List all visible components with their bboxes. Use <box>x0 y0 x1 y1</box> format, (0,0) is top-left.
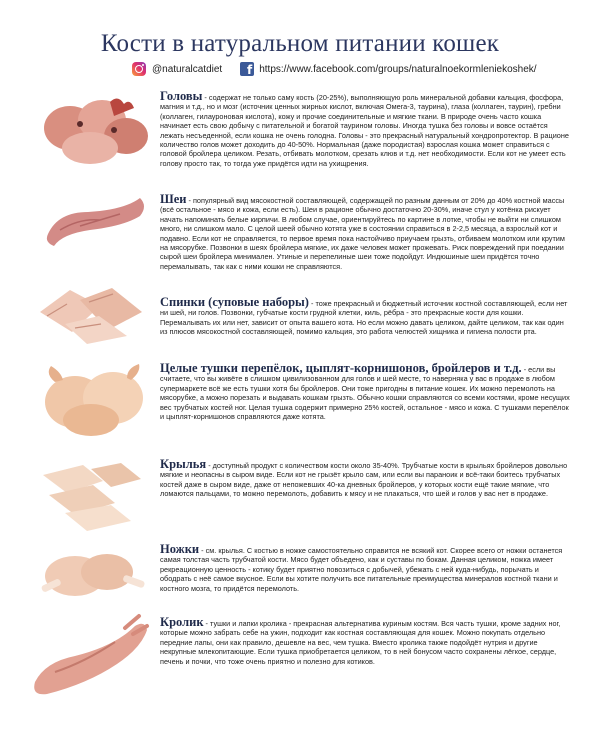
facebook-icon: f <box>240 62 254 76</box>
section-heading: Крылья <box>160 457 207 471</box>
section-text: популярный вид мясокостной составляющей, содержащей по разным данным от 20% до 40% костной массы (всё остальное - мясо и кожа, если есть). Шеи в рационе обычно достаточно 20-30%, иначе стул у котёнка рискует начать напоминать белые кирпичи. В любом случае, ориентируйтесь по картине в лотке, чтобы не выйти ни слишком много, ни слишком мало. С целой шеей обычно котята уже в состоянии справиться в 2-2,5 месяца, а взрослый кот и подавно. Если кот не справляется, то первое время пока настойчиво приучаем грызть, отбиваем молотком или крутим на мясорубке. Позвонки в шеях бройлера мягкие, их даже человек может прожевать. Риск повреждений при поедании сырой шеи бройлера минимален. Утиные и перепелиные шеи тоже подойдут. Индюшиные шеи придётся точно перемалывать, так как с ними кошки не справляются. <box>160 196 565 271</box>
section-legs: Ножки - см. крылья. С костью в ножке самостоятельно справится не всякий кот. Скорее всего от ножки останется самая толстая часть трубчатой кости. Мясо будет объедено, как и суставы по бокам. Данная целиком, ножка имеет рекреационную ценность - котику будет приятно повозиться с добычей, убежать с ней куда-нибудь, порычать и ободрать с неё самое вкусное. Если вы хотите получить все питательные преимущества минералов костной ткани и костного мозга, то придётся перемолоть. <box>160 542 563 593</box>
social-links <box>132 61 537 77</box>
chicken-legs-image <box>35 548 150 606</box>
section-text: - если вы считаете, что вы живёте в слишком цивилизованном для голов и шей месте, то наверняка у вас в продаже в любом супермаркете всё же есть тушки хотя бы бройлеров. Они тоже пригодны в питание кошек. Их можно перемолоть на мясорубке, а можно порезать и выдавать кошкам грызть. Обычно кошки справляются со всеми костями, кроме несущих вес трубчатых костей ног. Целая тушка содержит примерно 25% костей, остальное - мясо и кожа. С тушками перепёлок и цыплят-корнишонов справляются даже котята. <box>160 365 570 422</box>
instagram-icon <box>132 62 146 76</box>
chicken-backs-image <box>35 282 150 347</box>
section-heading: Головы <box>160 89 203 103</box>
section-text: см. крылья. С костью в ножке самостоятельно справится не всякий кот. Скорее всего от ножки останется самая толстая часть трубчатой кости. Мясо будет объедено, как и суставы по бокам. Данная целиком, ножка имеет рекреационную ценность - котику будет приятно повозиться с добычей, убежать с ней куда-нибудь, порычать и ободрать с неё самое вкусное. Если вы хотите получить все питательные преимущества минералов костной ткани и костного мозга, то придётся перемолоть. <box>160 546 563 593</box>
page-title: Кости в натуральном питании кошек <box>100 30 500 57</box>
section-heading: Целые тушки перепёлок, цыплят-корнишонов, бройлеров и т.д. <box>160 361 522 375</box>
section-heading: Ножки <box>160 542 200 556</box>
section-heads: Головы - содержат не только саму кость (20-25%), выполняющую роль минеральной добавки кальция, фосфора, магния и т.д., но и мозг (источник ценных жирных кислот, включая Омега-3, таурина), глаза (коллаген, таурин), гребни (коллаген, гилауроновая кислота), кожу и прочие соединительные и мягкие ткани. В природе очень часто кошка начинает есть свою добычу с питательной и богатой таурином головы. Иногда тушка без головы и вовсе остаётся лежать несъеденной, если кошка не очень голодна. Головы - это прекрасный натуральный хондропротектор. В рационе количество голов может доходить до 40-50%. Нормальная (даже породистая) взрослая кошка может справиться с головой бройлера целиком. Резать, отбивать молотком, срезать клюв и т.д. нет необходимости. Если кот не умеет есть голову просто так, то тогда уже придётся идти на ухищрения. <box>160 89 569 168</box>
section-heading: Спинки (суповые наборы) <box>160 295 309 309</box>
whole-carcasses-image <box>35 362 150 440</box>
chicken-wings-image <box>35 455 150 535</box>
section-necks: Шеи - популярный вид мясокостной составляющей, содержащей по разным данным от 20% до 40% костной массы (всё остальное - мясо и кожа, если есть). Шеи в рационе обычно достаточно 20-30%, иначе стул у котёнка рискует начать напоминать белые кирпичи. В любом случае, ориентируйтесь по картине в лотке, чтобы не выйти ни слишком много, ни слишком мало. С целой шеей обычно котята уже в состоянии справиться в 2-2,5 месяца, а взрослый кот и подавно. Если кот не справляется, то первое время пока настойчиво приучаем грызть, отбиваем молотком или крутим на мясорубке. Позвонки в шеях бройлера мягкие, их даже человек может прожевать. Риск повреждений при поедании сырой шеи бройлера минимален. Утиные и перепелиные шеи тоже подойдут. Индюшиные шеи придётся точно перемалывать, так как с ними кошки не справляются. <box>160 192 565 271</box>
chicken-heads-image <box>40 90 150 170</box>
section-heading: Шеи <box>160 192 187 206</box>
section-text: тоже прекрасный и бюджетный источник костной составляющей, если нет ни шей, ни голов. Позвонки, губчатые кости грудной клетки, киль, рёбра - это прекрасные кости для кошки. Перемалывать их или нет, зависит от опыта вашего кота. Но если можно давать целиком, дайте целиком, так как один из плюсов мясокостной составляющей, помимо кальция, это работа челюстей хищника и гигиена полости рта. <box>160 299 568 337</box>
chicken-neck-image <box>40 190 150 250</box>
instagram-handle[interactable]: @naturalcatdiet <box>152 63 223 75</box>
section-rabbit: Кролик - тушки и лапки кролика - прекрасная альтернатива куриным костям. Вся часть тушки, кроме задних ног, которые можно забрать себе на ужин, подходит как костная составляющая для кошек. Можно покупать отдельно передние лапы, они как правило, дешевле на вес, чем тушка. Вместо кролика также подойдёт нутрия и другие некрупные млекопитающие. Если тушка приобретается целиком, то в ней бонусом часто сохранены лёгкое, сердце, печень и почки, что тоже очень приятно и полезно для котиков. <box>160 615 561 666</box>
section-text: доступный продукт с количеством кости около 35-40%. Трубчатые кости в крыльях бройлеров довольно мягкие и неопасны в сыром виде. Если кот не грызёт крыло сам, или если вы параноик и всё-таки боитесь трубчатых костей даже в сыром виде, даже от непожевших 40-ка дневных бройлеров, у которых кости ещё такие мягкие, что ломаются пальцами, то можно перемолоть, добавить к мясу и не плакаться, что шей и голов у вас нет в продаже. <box>160 461 568 499</box>
section-backs: Спинки (суповые наборы) - тоже прекрасный и бюджетный источник костной составляющей, если нет ни шей, ни голов. Позвонки, губчатые кости грудной клетки, киль, рёбра - это прекрасные кости для кошки. Перемалывать их или нет, зависит от опыта вашего кота. Но если можно давать целиком, дайте целиком, так как один из плюсов мясокостной составляющей, помимо кальция, это работа челюстей хищника и гигиена полости рта. <box>160 295 568 337</box>
section-whole-carcasses <box>160 361 572 422</box>
section-heading: Кролик <box>160 615 204 629</box>
rabbit-carcass-image <box>25 612 150 702</box>
section-text: тушки и лапки кролика - прекрасная альтернатива куриным костям. Вся часть тушки, кроме задних ног, которые можно забрать себе на ужин, подходит как костная составляющая для кошек. Можно покупать отдельно передние лапы, они как правило, дешевле на вес, чем тушка. Вместо кролика также подойдёт нутрия и другие некрупные млекопитающие. Если тушка приобретается целиком, то в ней бонусом часто сохранены лёгкое, сердце, печень и почки, что тоже очень приятно и полезно для котиков. <box>160 619 561 666</box>
section-text: содержат не только саму кость (20-25%), выполняющую роль минеральной добавки кальция, фосфора, магния и т.д., но и мозг (источник ценных жирных кислот, включая Омега-3, таурина), глаза (коллаген, таурин), гребни (коллаген, гилауроновая кислота), кожу и прочие соединительные и мягкие ткани. В природе очень часто кошка начинает есть свою добычу с питательной и богатой таурином головы. Иногда тушка без головы и вовсе остаётся лежать несъеденной, если кошка не очень голодна. Головы - это прекрасный натуральный хондропротектор. В рационе количество голов может доходить до 40-50%. Нормальная (даже породистая) взрослая кошка может справиться с головой бройлера целиком. Резать, отбивать молотком, срезать клюв и т.д. нет необходимости. Если кот не умеет есть голову просто так, то тогда уже придётся идти на ухищрения. <box>160 93 569 168</box>
section-wings: Крылья - доступный продукт с количеством кости около 35-40%. Трубчатые кости в крыльях бройлеров довольно мягкие и неопасны в сыром виде. Если кот не грызёт крыло сам, или если вы параноик и всё-таки боитесь трубчатых костей даже в сыром виде, даже от непожевших 40-ка дневных бройлеров, у которых кости ещё такие мягкие, что ломаются пальцами, то можно перемолоть, добавить к мясу и не плакаться, что шей и голов у вас нет в продаже. <box>160 457 568 499</box>
facebook-link[interactable]: https://www.facebook.com/groups/naturalnoekormleniekoshek/ <box>259 63 537 75</box>
